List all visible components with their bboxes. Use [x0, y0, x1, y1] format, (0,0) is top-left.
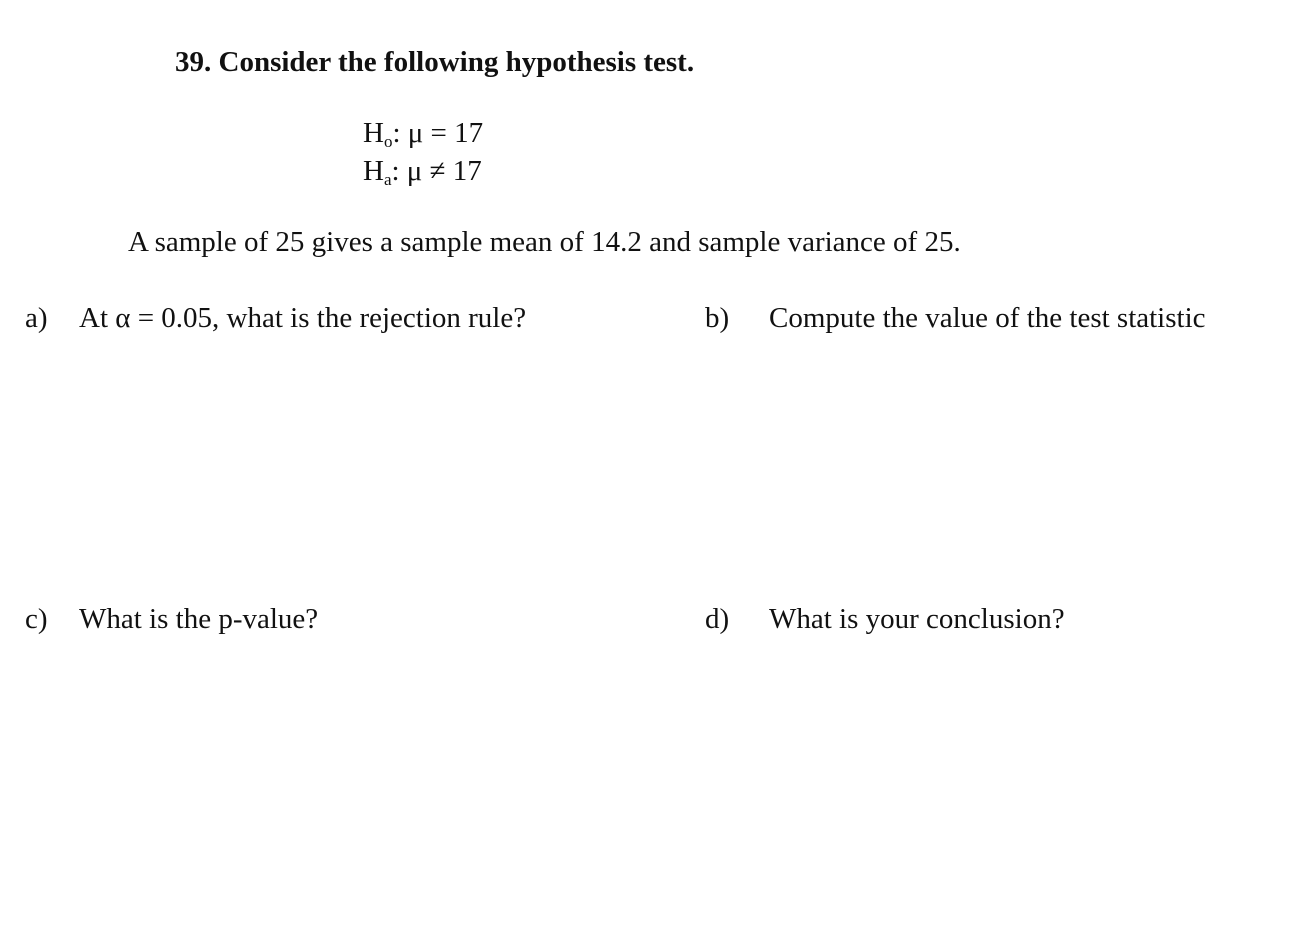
part-d [705, 601, 1065, 637]
part-a-letter: a) [25, 302, 48, 334]
part-a [25, 300, 526, 336]
question-title: 39. Consider the following hypothesis test. [175, 46, 695, 78]
part-b [705, 300, 1206, 336]
alternative-hypothesis [363, 153, 482, 198]
null-hypothesis-subscript: o [383, 132, 393, 151]
null-hypothesis-statement: : μ = 17 [392, 117, 484, 149]
alt-hypothesis-subscript: a [383, 170, 392, 189]
part-c-text: What is the p-value? [79, 603, 319, 635]
part-a-text: At α = 0.05, what is the rejection rule? [79, 302, 527, 334]
part-d-text: What is your conclusion? [769, 603, 1065, 635]
part-b-text: Compute the value of the test statistic [769, 302, 1206, 334]
alt-hypothesis-symbol: H [363, 155, 384, 187]
alt-hypothesis-statement: : μ ≠ 17 [391, 155, 482, 187]
part-c [25, 601, 318, 637]
null-hypothesis-symbol: H [363, 117, 384, 149]
part-c-letter: c) [25, 603, 48, 635]
part-d-letter: d) [705, 603, 730, 635]
part-b-letter: b) [705, 302, 730, 334]
question-stem: A sample of 25 gives a sample mean of 14.2 and sample variance of 25. [128, 226, 961, 258]
